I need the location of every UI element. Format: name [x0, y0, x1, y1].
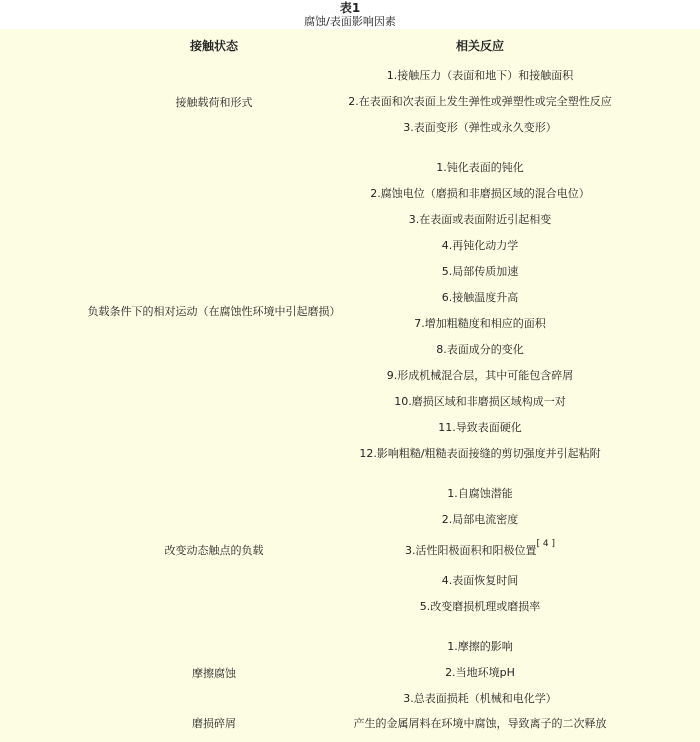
state-cell-4: 磨损碎屑 — [192, 717, 236, 730]
reaction-2-3: 4.表面恢复时间 — [441, 574, 519, 587]
state-cell-3: 摩擦腐蚀 — [192, 667, 236, 680]
header-contact-state: 接触状态 — [189, 39, 238, 53]
reaction-3-0: 1.摩擦的影响 — [447, 640, 513, 653]
reaction-2-2-text: 3.活性阳极面积和阳极位置 — [405, 544, 537, 557]
reaction-1-1: 2.腐蚀电位（磨损和非磨损区域的混合电位） — [370, 187, 590, 200]
reaction-3-2: 3.总表面损耗（机械和电化学） — [403, 692, 557, 705]
reaction-1-6: 7.增加粗糙度和相应的面积 — [414, 317, 546, 330]
reaction-2-4: 5.改变磨损机理或磨损率 — [419, 600, 541, 613]
reaction-1-11: 12.影响粗糙/粗糙表面接缝的剪切强度并引起粘附 — [359, 447, 601, 460]
state-cell-1: 负载条件下的相对运动（在腐蚀性环境中引起磨损） — [87, 305, 341, 318]
reaction-0-1: 2.在表面和次表面上发生弹性或弹塑性或完全塑性反应 — [348, 95, 612, 108]
reaction-0-0: 1.接触压力（表面和地下）和接触面积 — [386, 69, 574, 82]
table-caption — [0, 0, 700, 29]
table-title: 表1 — [339, 1, 361, 15]
table-body — [0, 29, 700, 730]
header-related-reaction: 相关反应 — [455, 39, 504, 53]
reaction-2-1: 2.局部电流密度 — [441, 513, 519, 526]
reaction-1-7: 8.表面成分的变化 — [436, 343, 524, 356]
reaction-0-2: 3.表面变形（弹性或永久变形） — [403, 121, 557, 134]
reaction-1-8: 9.形成机械混合层，其中可能包含碎屑 — [386, 369, 574, 382]
reaction-2-0: 1.自腐蚀潜能 — [447, 487, 513, 500]
table-subtitle: 腐蚀/表面影响因素 — [304, 15, 396, 28]
reaction-1-10: 11.导致表面硬化 — [438, 421, 522, 434]
reaction-1-0: 1.钝化表面的钝化 — [436, 161, 524, 174]
reaction-1-2: 3.在表面或表面附近引起相变 — [408, 213, 552, 226]
reaction-2-2 — [270, 539, 690, 558]
reaction-1-3: 4.再钝化动力学 — [441, 239, 519, 252]
state-cell-2: 改变动态触点的负载 — [164, 544, 264, 557]
reference-mark: [ 4 ] — [536, 539, 555, 549]
reaction-1-9: 10.磨损区域和非磨损区域构成一对 — [394, 395, 566, 408]
reaction-1-4: 5.局部传质加速 — [441, 265, 519, 278]
state-cell-0: 接触载荷和形式 — [175, 96, 253, 109]
reaction-3-1: 2.当地环境pH — [445, 666, 515, 679]
reaction-1-5: 6.接触温度升高 — [441, 291, 519, 304]
reaction-4-0: 产生的金属屑料在环境中腐蚀，导致离子的二次释放 — [353, 717, 607, 730]
